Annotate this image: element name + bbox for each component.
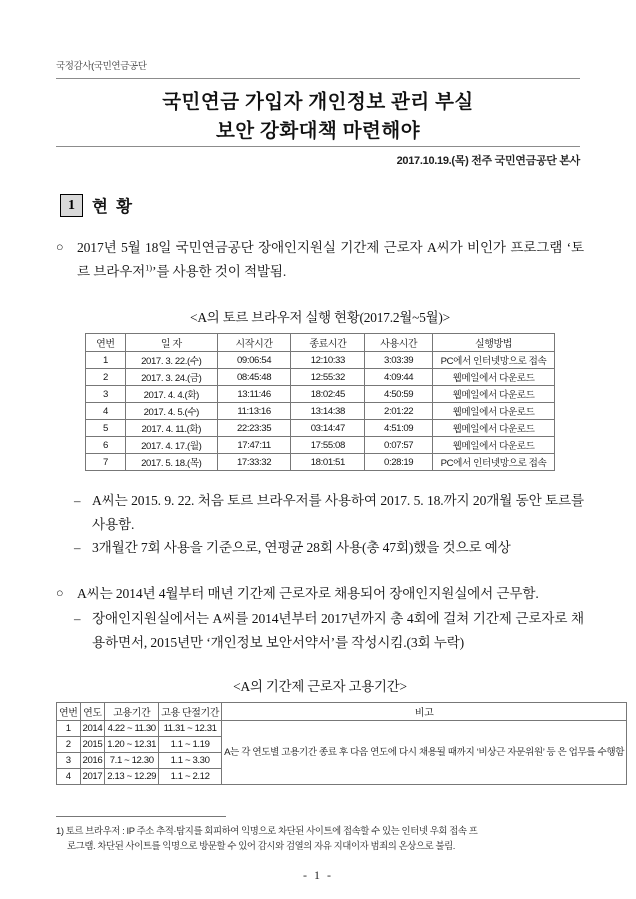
title-line-1: 국민연금 가입자 개인정보 관리 부실 xyxy=(162,92,474,113)
cell-method: PC에서 인터넷망으로 접속 xyxy=(433,454,555,471)
column-header: 고용기간 xyxy=(105,703,159,721)
cell-method: 웹메일에서 다운로드 xyxy=(433,437,555,454)
table-employment-caption: <A의 기간제 근로자 고용기간> xyxy=(233,679,407,694)
cell-duration: 0:28:19 xyxy=(365,454,433,471)
cell-no: 4 xyxy=(57,769,81,785)
cell-end: 18:01:51 xyxy=(291,454,365,471)
column-header: 고용 단절기간 xyxy=(159,703,222,721)
cell-date: 2017. 4. 17.(월) xyxy=(125,437,217,454)
table-row xyxy=(86,437,555,454)
cell-gap-term: 11.31 ~ 12.31 xyxy=(159,721,222,737)
column-header: 연번 xyxy=(86,334,126,352)
cell-no: 2 xyxy=(57,737,81,753)
cell-year: 2017 xyxy=(80,769,105,785)
paragraph-tor-usage-period: – A씨는 2015. 9. 22. 처음 토르 브라우저를 사용하여 2017. 5. 18.까지 20개월 동안 토르를 사용함. xyxy=(56,489,584,536)
cell-remarks: A는 각 연도별 고용기간 종료 후 다음 연도에 다시 채용될 때까지 ‘비상근 자문위원’ 등 은 업무를 수행함 xyxy=(222,721,627,785)
table-row xyxy=(57,721,627,737)
cell-end: 17:55:08 xyxy=(291,437,365,454)
cell-no: 3 xyxy=(86,386,126,403)
footnote-line-1: 1) 토르 브라우저 : IP 주소 추적·탐지를 회피하여 익명으로 차단된 사이트에 접속할 수 있는 인터넷 우회 접속 프 xyxy=(56,825,478,836)
running-header: 국정감사(국민연금공단 xyxy=(56,61,147,72)
paragraph-tor-detection-text-a: 2017년 5월 18일 국민연금공단 장애인지원실 기간제 근로자 A씨가 비인가 프로그램 ‘토르 브라우저 xyxy=(77,240,584,279)
cell-year: 2015 xyxy=(80,737,105,753)
cell-date: 2017. 4. 5.(수) xyxy=(125,403,217,420)
cell-employment-term: 1.20 ~ 12.31 xyxy=(105,737,159,753)
table-header-row xyxy=(86,334,555,352)
cell-end: 13:14:38 xyxy=(291,403,365,420)
cell-date: 2017. 5. 18.(목) xyxy=(125,454,217,471)
table-row xyxy=(86,386,555,403)
cell-start: 09:06:54 xyxy=(217,352,291,369)
cell-duration: 4:09:44 xyxy=(365,369,433,386)
paragraph-security-pledge: – 장애인지원실에서는 A씨를 2014년부터 2017년까지 총 4회에 걸쳐 기간제 근로자로 채용하면서, 2015년만 ‘개인정보 보안서약서’를 작성시킴.(3회 누락) xyxy=(56,607,584,654)
paragraph-tor-usage-estimate: – 3개월간 7회 사용을 기준으로, 연평균 28회 사용(총 47회)했을 것으로 예상 xyxy=(56,536,584,560)
column-header: 사용시간 xyxy=(365,334,433,352)
cell-year: 2016 xyxy=(80,753,105,769)
column-header: 연도 xyxy=(80,703,105,721)
cell-no: 6 xyxy=(86,437,126,454)
cell-date: 2017. 4. 4.(화) xyxy=(125,386,217,403)
cell-year: 2014 xyxy=(80,721,105,737)
cell-no: 1 xyxy=(57,721,81,737)
cell-start: 08:45:48 xyxy=(217,369,291,386)
cell-gap-term: 1.1 ~ 3.30 xyxy=(159,753,222,769)
table-row xyxy=(86,420,555,437)
cell-duration: 2:01:22 xyxy=(365,403,433,420)
cell-gap-term: 1.1 ~ 2.12 xyxy=(159,769,222,785)
cell-start: 11:13:16 xyxy=(217,403,291,420)
cell-end: 03:14:47 xyxy=(291,420,365,437)
cell-start: 13:11:46 xyxy=(217,386,291,403)
cell-end: 18:02:45 xyxy=(291,386,365,403)
cell-method: 웹메일에서 다운로드 xyxy=(433,403,555,420)
column-header: 시작시간 xyxy=(217,334,291,352)
section-title: 현 황 xyxy=(92,197,135,216)
footnote-line-2: 로그램. 차단된 사이트를 익명으로 방문할 수 있어 감시와 검열의 자유 지대이자 범죄의 온상으로 불림. xyxy=(67,839,455,851)
table-tor-usage xyxy=(85,333,555,471)
cell-start: 17:47:11 xyxy=(217,437,291,454)
cell-start: 17:33:32 xyxy=(217,454,291,471)
cell-date: 2017. 4. 11.(화) xyxy=(125,420,217,437)
cell-no: 3 xyxy=(57,753,81,769)
paragraph-employment-history: ○ A씨는 2014년 4월부터 매년 기간제 근로자로 채용되어 장애인지원실에서 근무함. xyxy=(56,582,584,606)
cell-no: 5 xyxy=(86,420,126,437)
column-header: 연번 xyxy=(57,703,81,721)
byline: 2017.10.19.(목) 전주 국민연금공단 본사 xyxy=(396,155,580,167)
document-body xyxy=(56,236,625,785)
footnote xyxy=(56,824,584,853)
section-heading xyxy=(60,193,134,217)
cell-method: PC에서 인터넷망으로 접속 xyxy=(433,352,555,369)
cell-employment-term: 2.13 ~ 12.29 xyxy=(105,769,159,785)
cell-no: 4 xyxy=(86,403,126,420)
table-employment-periods xyxy=(56,702,627,785)
footnote-divider xyxy=(56,816,226,817)
cell-date: 2017. 3. 22.(수) xyxy=(125,352,217,369)
cell-duration: 4:50:59 xyxy=(365,386,433,403)
cell-employment-term: 4.22 ~ 11.30 xyxy=(105,721,159,737)
cell-no: 1 xyxy=(86,352,126,369)
table-header-row xyxy=(57,703,627,721)
document-title xyxy=(56,88,580,146)
paragraph-tor-detection xyxy=(56,236,584,283)
cell-method: 웹메일에서 다운로드 xyxy=(433,386,555,403)
column-header: 실행방법 xyxy=(433,334,555,352)
header-divider xyxy=(56,78,580,79)
byline-divider xyxy=(56,146,580,147)
cell-duration: 4:51:09 xyxy=(365,420,433,437)
cell-duration: 3:03:39 xyxy=(365,352,433,369)
section-number: 1 xyxy=(60,194,83,217)
cell-no: 2 xyxy=(86,369,126,386)
cell-date: 2017. 3. 24.(금) xyxy=(125,369,217,386)
cell-no: 7 xyxy=(86,454,126,471)
cell-employment-term: 7.1 ~ 12.30 xyxy=(105,753,159,769)
table-row xyxy=(86,454,555,471)
table-row xyxy=(86,403,555,420)
cell-duration: 0:07:57 xyxy=(365,437,433,454)
cell-end: 12:10:33 xyxy=(291,352,365,369)
cell-method: 웹메일에서 다운로드 xyxy=(433,420,555,437)
page-number: - 1 - xyxy=(303,868,333,882)
paragraph-tor-detection-text-b: ’를 사용한 것이 적발됨. xyxy=(151,263,287,279)
table-row xyxy=(86,352,555,369)
footnote-marker: 1) xyxy=(145,261,152,272)
title-line-2: 보안 강화대책 마련해야 xyxy=(215,121,421,142)
table-tor-caption: <A의 토르 브라우저 실행 현황(2017.2월~5월)> xyxy=(189,310,450,325)
column-header: 일 자 xyxy=(125,334,217,352)
table-row xyxy=(86,369,555,386)
cell-method: 웹메일에서 다운로드 xyxy=(433,369,555,386)
cell-start: 22:23:35 xyxy=(217,420,291,437)
cell-gap-term: 1.1 ~ 1.19 xyxy=(159,737,222,753)
column-header: 비고 xyxy=(222,703,627,721)
column-header: 종료시간 xyxy=(291,334,365,352)
cell-end: 12:55:32 xyxy=(291,369,365,386)
